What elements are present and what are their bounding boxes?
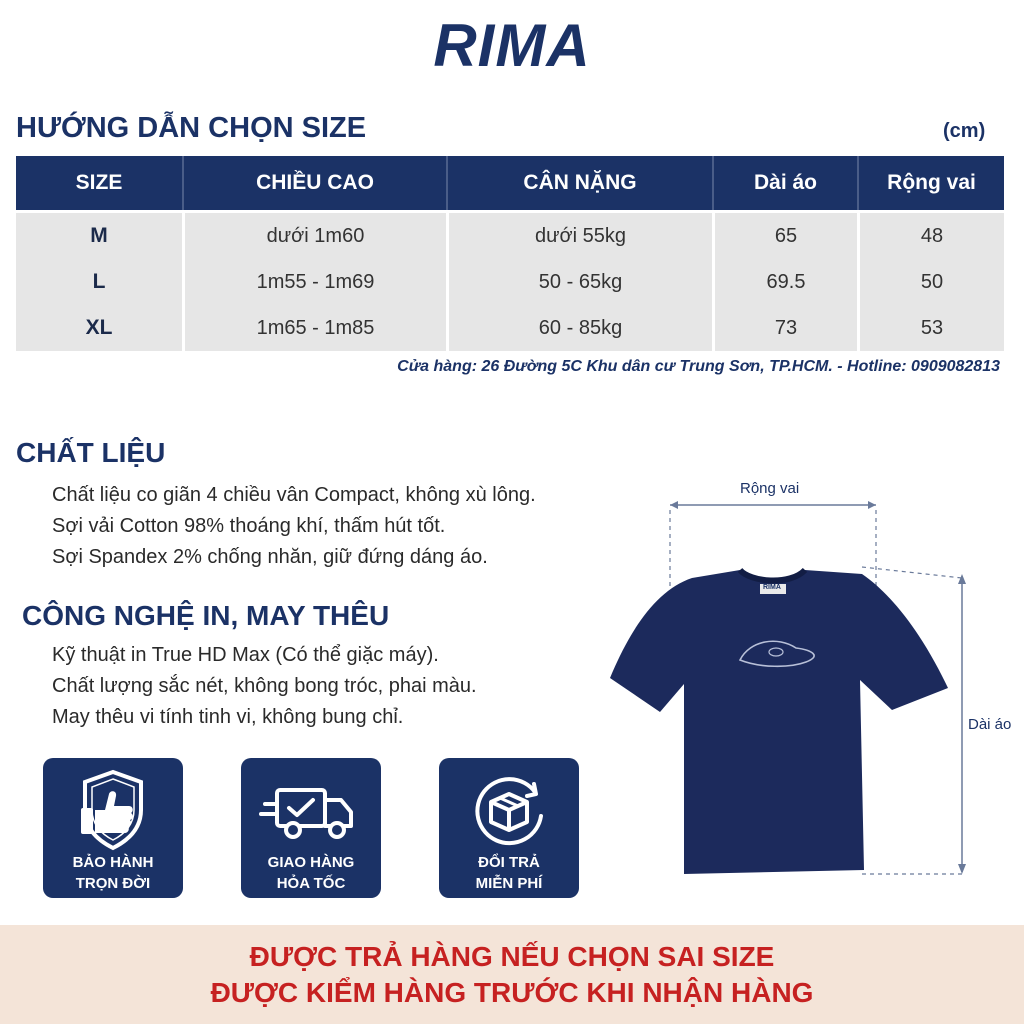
delivery-badge [241, 758, 381, 898]
material-list [52, 480, 536, 573]
shirt-length-label: Dài áo [968, 716, 1012, 733]
material-item: Sợi vải Cotton 98% thoáng khí, thấm hút tốt. [52, 515, 446, 537]
inspection-policy-text: ĐƯỢC KIỂM HÀNG TRƯỚC KHI NHẬN HÀNG [210, 977, 814, 1008]
size-cell: XL [16, 305, 182, 351]
height-cell: 1m65 - 1m85 [182, 305, 446, 351]
size-cell: L [16, 259, 182, 305]
store-info: Cửa hàng: 26 Đường 5C Khu dân cư Trung Sơn, TP.HCM. - Hotline: 0909082813 [397, 358, 1000, 375]
table-row [16, 305, 1004, 351]
length-cell: 73 [712, 305, 857, 351]
header-height: CHIỀU CAO [182, 156, 446, 210]
tech-list [52, 640, 477, 733]
header-length: Dài áo [712, 156, 857, 210]
length-cell: 65 [712, 213, 857, 259]
return-badge [439, 758, 579, 898]
shoulder-cell: 53 [857, 305, 1004, 351]
warranty-badge [43, 758, 183, 898]
badge-label: ĐỔI TRẢ MIỄN PHÍ [475, 854, 543, 892]
shoulder-cell: 50 [857, 259, 1004, 305]
badge-label: GIAO HÀNG HỎA TỐC [267, 854, 355, 892]
header-shoulder: Rộng vai [857, 156, 1004, 210]
return-box-icon [439, 764, 579, 854]
shoulder-cell: 48 [857, 213, 1004, 259]
header-weight: CÂN NẶNG [446, 156, 712, 210]
length-cell: 69.5 [712, 259, 857, 305]
brand-logo: RIMA [433, 12, 591, 79]
shoulder-width-label: Rộng vai [740, 480, 800, 497]
tech-item: Chất lượng sắc nét, không bong tróc, phai màu. [52, 675, 477, 697]
material-title: CHẤT LIỆU [16, 437, 166, 468]
size-table [16, 156, 1004, 351]
tech-title: CÔNG NGHỆ IN, MAY THÊU [22, 600, 390, 631]
weight-cell: 60 - 85kg [446, 305, 712, 351]
size-table-header [16, 156, 1004, 210]
delivery-truck-icon [241, 764, 381, 854]
material-item: Sợi Spandex 2% chống nhăn, giữ đứng dáng áo. [52, 546, 488, 568]
badge-label: BẢO HÀNH TRỌN ĐỜI [72, 854, 154, 892]
height-cell: dưới 1m60 [182, 213, 446, 259]
unit-label: (cm) [943, 120, 986, 142]
shirt-tag-text: RIMA [763, 584, 781, 591]
weight-cell: dưới 55kg [446, 213, 712, 259]
thumbs-up-shield-icon [43, 764, 183, 854]
tshirt-shape [610, 570, 948, 874]
size-cell: M [16, 213, 182, 259]
table-row [16, 213, 1004, 259]
header-size: SIZE [16, 156, 182, 210]
tech-item: May thêu vi tính tinh vi, không bung chỉ. [52, 706, 404, 728]
height-cell: 1m55 - 1m69 [182, 259, 446, 305]
size-guide-title: HƯỚNG DẪN CHỌN SIZE [16, 112, 367, 144]
footer-banner [0, 925, 1024, 1024]
tshirt-diagram [600, 470, 1024, 890]
weight-cell: 50 - 65kg [446, 259, 712, 305]
tech-item: Kỹ thuật in True HD Max (Có thể giặc máy). [52, 644, 439, 666]
return-policy-text: ĐƯỢC TRẢ HÀNG NẾU CHỌN SAI SIZE [249, 941, 775, 972]
table-row [16, 259, 1004, 305]
material-item: Chất liệu co giãn 4 chiều vân Compact, không xù lông. [52, 484, 536, 506]
